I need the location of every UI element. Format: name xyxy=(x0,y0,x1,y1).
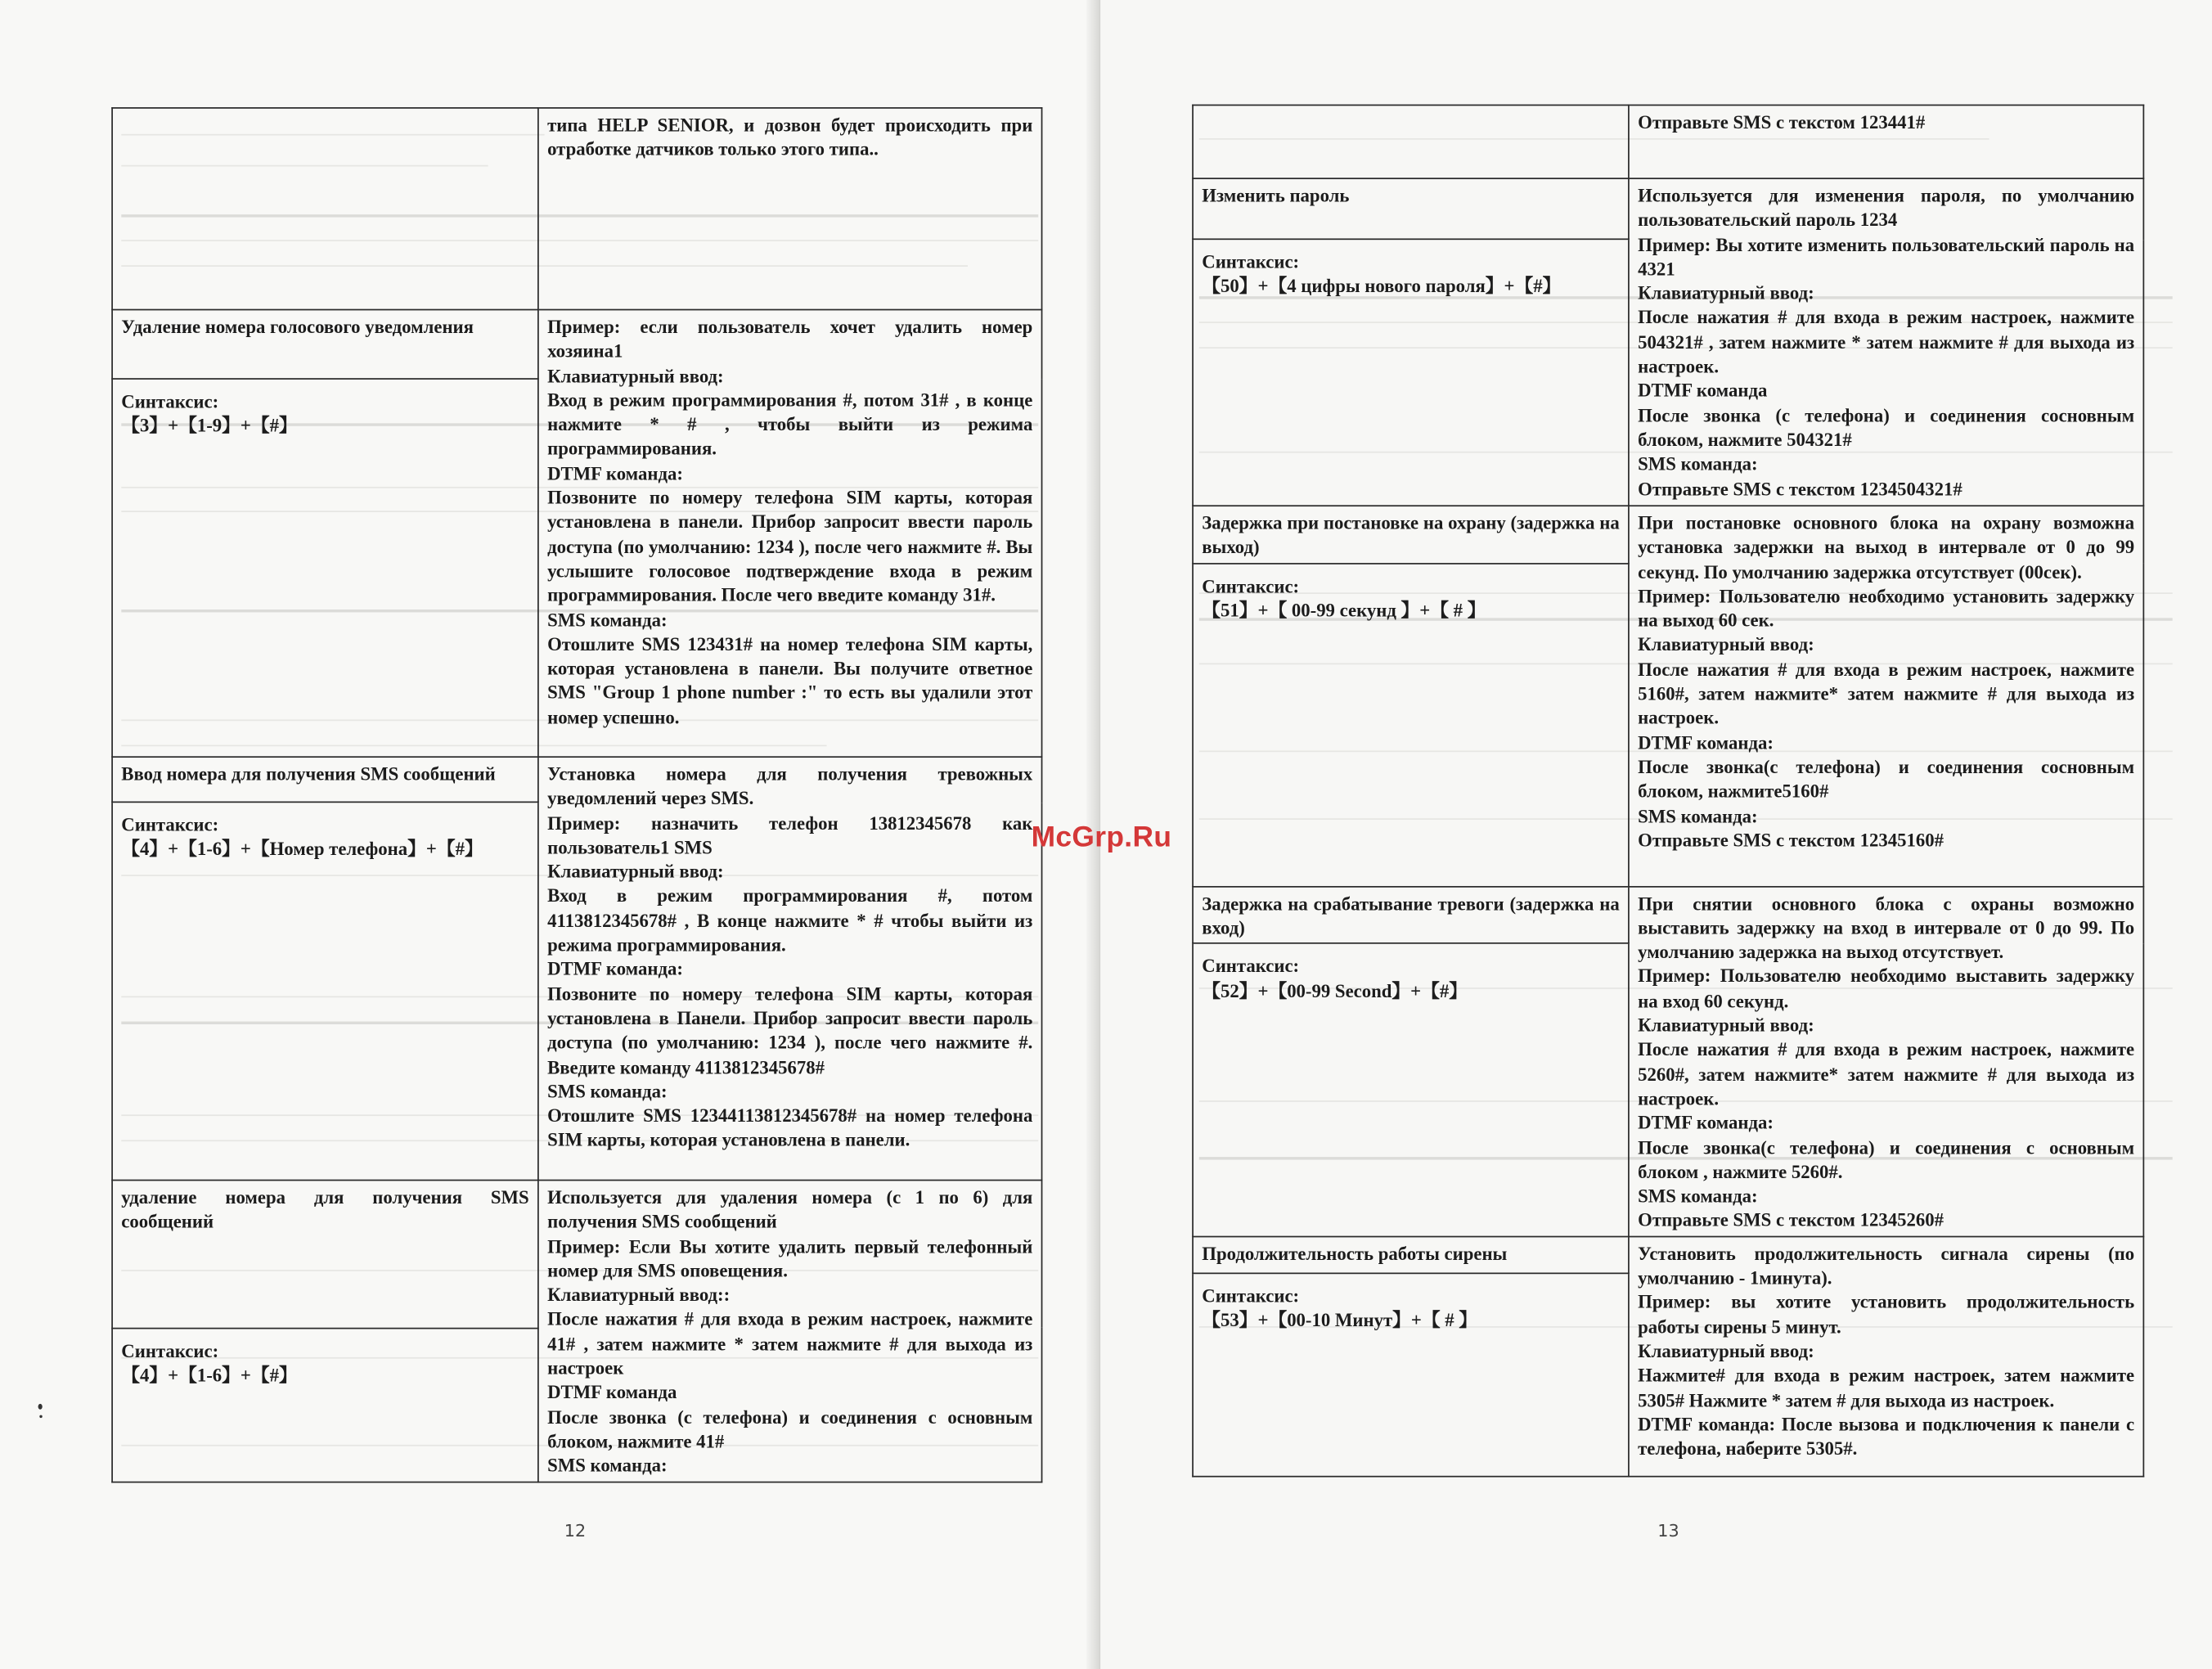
table-row xyxy=(1193,178,2143,239)
scan-speck xyxy=(39,1415,42,1418)
setting-label-cell xyxy=(1193,178,1629,239)
setting-label-cell xyxy=(1193,506,1629,563)
description-line: Установить продолжительность сигнала сирены (по умолчанию - 1минута). xyxy=(1638,1242,2135,1289)
setting-title: 【52】+【00-99 Second】+【#】 xyxy=(1202,979,1468,1001)
setting-description-cell xyxy=(538,310,1042,758)
description-line: DTMF команда xyxy=(547,1381,677,1403)
description-line: Клавиатурный ввод: xyxy=(1638,1340,1814,1362)
setting-label-cell xyxy=(1193,105,1629,178)
setting-title: 【53】+【00-10 Минут】+【 # 】 xyxy=(1202,1309,1478,1331)
description-line: Отошлите SMS 12344113812345678# на номер телефона SIM карты, которая установлена в панели. xyxy=(547,1104,1033,1151)
syntax-heading: Синтаксис: xyxy=(1202,955,1300,977)
description-line: После нажатия # для входа в режим настроек, нажмите 504321# , затем нажмите * затем нажмите # для выхода из настроек. xyxy=(1638,307,2135,377)
description-line: DTMF команда: После вызова и подключения к панели с телефона, наберите 5305#. xyxy=(1638,1413,2135,1460)
setting-description-cell xyxy=(538,108,1042,310)
description-line: При постановке основного блока на охрану возможна установка задержки на выход в интервале от 0 до 99 секунд. По умолчанию задержка отсутствует (00сек). xyxy=(1638,511,2135,583)
description-line: SMS команда: xyxy=(547,1080,668,1102)
setting-description-cell xyxy=(1629,178,2143,506)
setting-title: 【4】+【1-6】+【Номер телефона】+【#】 xyxy=(121,838,483,860)
setting-title: Задержка при постановке на охрану (задержка на выход) xyxy=(1202,511,1620,558)
description-line: Клавиатурный ввод:: xyxy=(547,1284,731,1306)
setting-description-cell xyxy=(538,1181,1042,1482)
description-line: Отправьте SMS с текстом 1234504321# xyxy=(1638,477,1962,499)
setting-title: Изменить пароль xyxy=(1202,184,1350,206)
setting-title: Ввод номера для получения SMS сообщений xyxy=(121,763,496,785)
setting-label-cell xyxy=(112,1181,538,1329)
scan-speck xyxy=(38,1404,43,1410)
description-line: Пример: вы хотите установить продолжительность работы сирены 5 минут. xyxy=(1638,1291,2135,1338)
description-line: Пример: назначить телефон 13812345678 как пользователь1 SMS xyxy=(547,812,1033,858)
description-line: Пример: если пользователь хочет удалить номер хозяина1 xyxy=(547,316,1033,362)
setting-title: удаление номера для получения SMS сообщений xyxy=(121,1186,529,1232)
description-line: Нажмите# для входа в режим настроек, затем нажмите 5305# Нажмите * затем # для выхода из настроек. xyxy=(1638,1364,2135,1410)
site-watermark: McGrp.Ru xyxy=(1031,821,1172,854)
setting-description-cell xyxy=(1629,1236,2143,1476)
setting-label-cell xyxy=(1193,1273,1629,1476)
description-line: После нажатия # для входа в режим настроек, нажмите 41# , затем нажмите * затем нажмите # для выхода из настроек xyxy=(547,1308,1033,1379)
setting-description-cell xyxy=(538,757,1042,1180)
description-line: После нажатия # для входа в режим настроек, нажмите 5260#, затем нажмите* затем нажмите # для выхода из настроек. xyxy=(1638,1038,2135,1109)
syntax-heading: Синтаксис: xyxy=(121,390,219,412)
description-line: После звонка (с телефона) и соединения с основным блоком, нажмите 41# xyxy=(547,1406,1033,1452)
description-line: После звонка (с телефона) и соединения сосновным блоком, нажмите 504321# xyxy=(1638,404,2135,451)
description-line: Установка номера для получения тревожных уведомлений через SMS. xyxy=(547,763,1033,809)
description-line: DTMF команда xyxy=(1638,380,1768,402)
table-row xyxy=(112,757,1041,802)
setting-label-cell xyxy=(1193,239,1629,506)
setting-label-cell xyxy=(112,310,538,380)
description-line: Пример: Пользователю необходимо выставить задержку на вход 60 секунд. xyxy=(1638,965,2135,1012)
setting-title: 【51】+【 00-99 секунд 】+【 # 】 xyxy=(1202,599,1486,621)
description-line: типа HELP SENIOR, и дозвон будет происходить при отработке датчиков только этого типа.. xyxy=(547,114,1033,160)
table-row xyxy=(1193,886,2143,943)
description-line: DTMF команда: xyxy=(1638,1112,1774,1134)
table-row xyxy=(1193,105,2143,178)
description-line: SMS команда: xyxy=(547,609,668,631)
description-line: DTMF команда: xyxy=(547,958,683,980)
syntax-heading: Синтаксис: xyxy=(1202,1284,1300,1307)
description-line: SMS команда: xyxy=(1638,1185,1758,1207)
setting-title: 【4】+【1-6】+【#】 xyxy=(121,1364,298,1386)
setting-label-cell xyxy=(112,802,538,1180)
setting-description-cell xyxy=(1629,506,2143,886)
setting-title: 【3】+【1-9】+【#】 xyxy=(121,415,298,437)
description-line: Клавиатурный ввод: xyxy=(1638,1014,1814,1036)
description-line: Клавиатурный ввод: xyxy=(547,364,724,386)
description-line: SMS команда: xyxy=(1638,804,1758,826)
description-line: Отправьте SMS с текстом 123441# xyxy=(1638,111,1926,133)
setting-title: 【50】+【4 цифры нового пароля】+【#】 xyxy=(1202,275,1562,297)
description-line: Вход в режим программирования #, потом 4113812345678# , В конце нажмите * # чтобы выйти из режима программирования. xyxy=(547,885,1033,956)
setting-description-cell xyxy=(1629,105,2143,178)
description-line: Вход в режим программирования #, потом 31# , в конце нажмите * # , чтобы выйти из режима программирования. xyxy=(547,389,1033,460)
setting-label-cell xyxy=(112,108,538,310)
left-settings-table xyxy=(111,107,1042,1482)
description-line: Клавиатурный ввод: xyxy=(1638,282,1814,304)
setting-label-cell xyxy=(112,1328,538,1482)
setting-label-cell xyxy=(1193,943,1629,1236)
description-line: Используется для изменения пароля, по умолчанию пользовательский пароль 1234 xyxy=(1638,184,2135,231)
table-row xyxy=(1193,506,2143,563)
description-line: Клавиатурный ввод: xyxy=(547,861,724,883)
description-line: При снятии основного блока с охраны возможно выставить задержку на вход в интервале от 0 до 99. По умолчанию задержка на выход отсутствует. xyxy=(1638,892,2135,963)
description-line: Пример: Пользователю необходимо установить задержку на выход 60 сек. xyxy=(1638,585,2135,632)
setting-label-cell xyxy=(1193,563,1629,886)
description-line: Пример: Если Вы хотите удалить первый телефонный номер для SMS оповещения. xyxy=(547,1235,1033,1281)
description-line: Позвоните по номеру телефона SIM карты, которая установлена в панели. Прибор запросит ввести пароль доступа (по умолчанию: 1234 ), после чего нажмите #. Вы услышите голосовое подтверждение входа в режим программирования. После чего введите команду 31#. xyxy=(547,487,1033,606)
table-row xyxy=(112,310,1041,380)
description-line: Отошлите SMS 123431# на номер телефона SIM карты, которая установлена в панели. Вы получите ответное SMS "Group 1 phone number :" то есть вы удалили этот номер успешно. xyxy=(547,633,1033,728)
setting-label-cell xyxy=(1193,1236,1629,1273)
description-line: После нажатия # для входа в режим настроек, нажмите 5160#, затем нажмите* затем нажмите # для выхода из настроек. xyxy=(1638,658,2135,729)
syntax-heading: Синтаксис: xyxy=(1202,250,1300,272)
setting-description-cell xyxy=(1629,886,2143,1236)
setting-title: Продолжительность работы сирены xyxy=(1202,1242,1508,1264)
description-line: Используется для удаления номера (с 1 по 6) для получения SMS сообщений xyxy=(547,1186,1033,1232)
setting-label-cell xyxy=(112,379,538,757)
setting-title: Задержка на срабатывание тревоги (задержка на вход) xyxy=(1202,892,1620,938)
left-page xyxy=(0,0,1095,1669)
syntax-heading: Синтаксис: xyxy=(1202,574,1300,596)
table-row xyxy=(1193,1236,2143,1273)
right-settings-table xyxy=(1192,105,2144,1477)
description-line: После звонка(с телефона) и соединения сосновным блоком, нажмите5160# xyxy=(1638,756,2135,802)
description-line: Пример: Вы хотите изменить пользовательский пароль на 4321 xyxy=(1638,233,2135,280)
right-page xyxy=(1100,0,2212,1669)
description-line: Отправьте SMS с текстом 12345160# xyxy=(1638,829,1944,851)
page-number-left: 12 xyxy=(564,1521,587,1541)
table-row xyxy=(112,108,1041,310)
description-line: Отправьте SMS с текстом 12345260# xyxy=(1638,1209,1944,1231)
description-line: Клавиатурный ввод: xyxy=(1638,634,1814,655)
page-number-right: 13 xyxy=(1657,1521,1679,1541)
syntax-heading: Синтаксис: xyxy=(121,814,219,835)
setting-label-cell xyxy=(112,757,538,802)
setting-label-cell xyxy=(1193,886,1629,943)
description-line: SMS команда: xyxy=(547,1455,668,1477)
table-row xyxy=(112,1181,1041,1329)
syntax-heading: Синтаксис: xyxy=(121,1339,219,1361)
description-line: DTMF команда: xyxy=(547,462,683,484)
description-line: DTMF команда: xyxy=(1638,731,1774,754)
description-line: SMS команда: xyxy=(1638,453,1758,475)
description-line: После звонка(с телефона) и соединения с основным блоком , нажмите 5260#. xyxy=(1638,1136,2135,1182)
description-line: Позвоните по номеру телефона SIM карты, которая установлена в Панели. Прибор запросит ввести пароль доступа (по умолчанию: 1234 ), после чего нажмите #. Введите команду 4113812345678# xyxy=(547,983,1033,1077)
setting-title: Удаление номера голосового уведомления xyxy=(121,316,474,338)
